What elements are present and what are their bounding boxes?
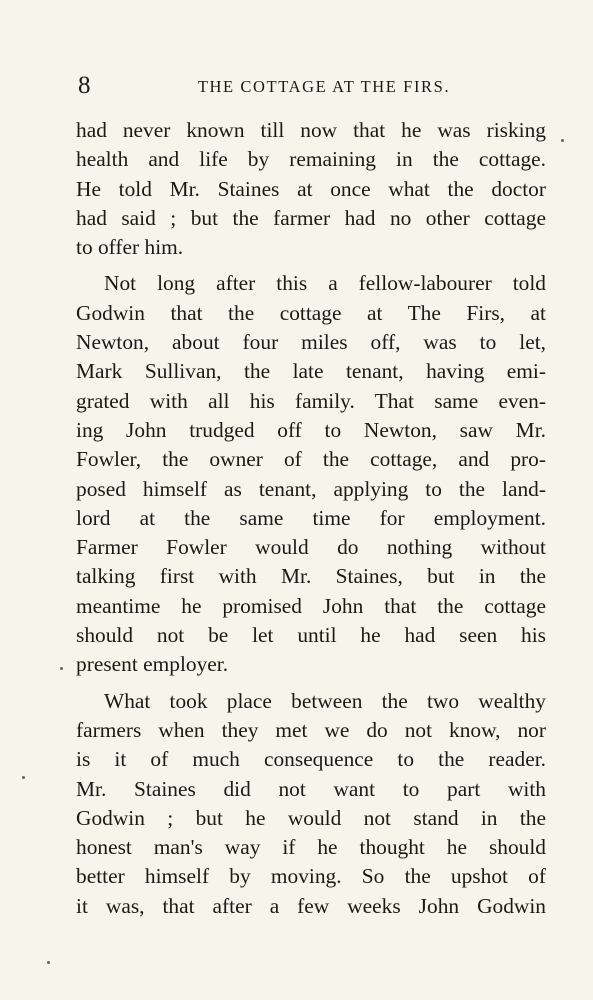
text-line: Fowler, the owner of the cottage, and pro-	[76, 447, 546, 472]
text-line: present employer.	[76, 652, 229, 677]
text-line: Mark Sullivan, the late tenant, having emi-	[76, 359, 546, 384]
text-line: health and life by remaining in the cottage.	[76, 147, 546, 172]
text-line: farmers when they met we do not know, nor	[76, 717, 546, 742]
print-speck	[47, 961, 50, 964]
text-line: it was, that after a few weeks John Godwin	[76, 893, 546, 918]
text-line: Godwin that the cottage at The Firs, at	[76, 300, 546, 325]
text-line: lord at the same time for employment.	[76, 505, 546, 530]
paragraph	[76, 269, 546, 679]
paragraph-gap	[76, 262, 546, 269]
print-speck	[561, 139, 564, 142]
text-line: He told Mr. Staines at once what the doctor	[76, 176, 546, 201]
text-line: ing John trudged off to Newton, saw Mr.	[76, 417, 546, 442]
page-number: 8	[78, 72, 91, 99]
text-line: had never known till now that he was risking	[76, 118, 546, 142]
running-title: THE COTTAGE AT THE FIRS.	[197, 77, 451, 96]
body-text	[76, 116, 546, 921]
text-line: grated with all his family. That same even-	[76, 388, 546, 413]
print-speck	[22, 776, 25, 779]
paragraph-gap	[76, 680, 546, 687]
paragraph	[76, 687, 546, 921]
text-line: Mr. Staines did not want to part with	[76, 776, 546, 801]
text-line: meantime he promised John that the cottage	[76, 593, 546, 618]
text-line: had said ; but the farmer had no other cottage	[76, 205, 546, 230]
text-line: posed himself as tenant, applying to the land-	[76, 476, 546, 501]
text-line: honest man's way if he thought he should	[76, 835, 546, 860]
text-line: is it of much consequence to the reader.	[76, 747, 546, 772]
text-line: Newton, about four miles off, was to let,	[76, 330, 546, 355]
paragraph	[76, 116, 546, 262]
text-line: should not be let until he had seen his	[76, 623, 546, 648]
text-line: Farmer Fowler would do nothing without	[76, 535, 546, 560]
page-header	[78, 70, 540, 102]
text-line: What took place between the two wealthy	[104, 688, 546, 713]
text-line: Not long after this a fellow-labourer told	[104, 271, 546, 296]
text-line: to offer him.	[76, 235, 184, 260]
text-line: better himself by moving. So the upshot of	[76, 864, 546, 889]
text-line: Godwin ; but he would not stand in the	[76, 805, 546, 830]
print-speck	[60, 667, 63, 670]
text-line: talking first with Mr. Staines, but in the	[76, 564, 546, 589]
